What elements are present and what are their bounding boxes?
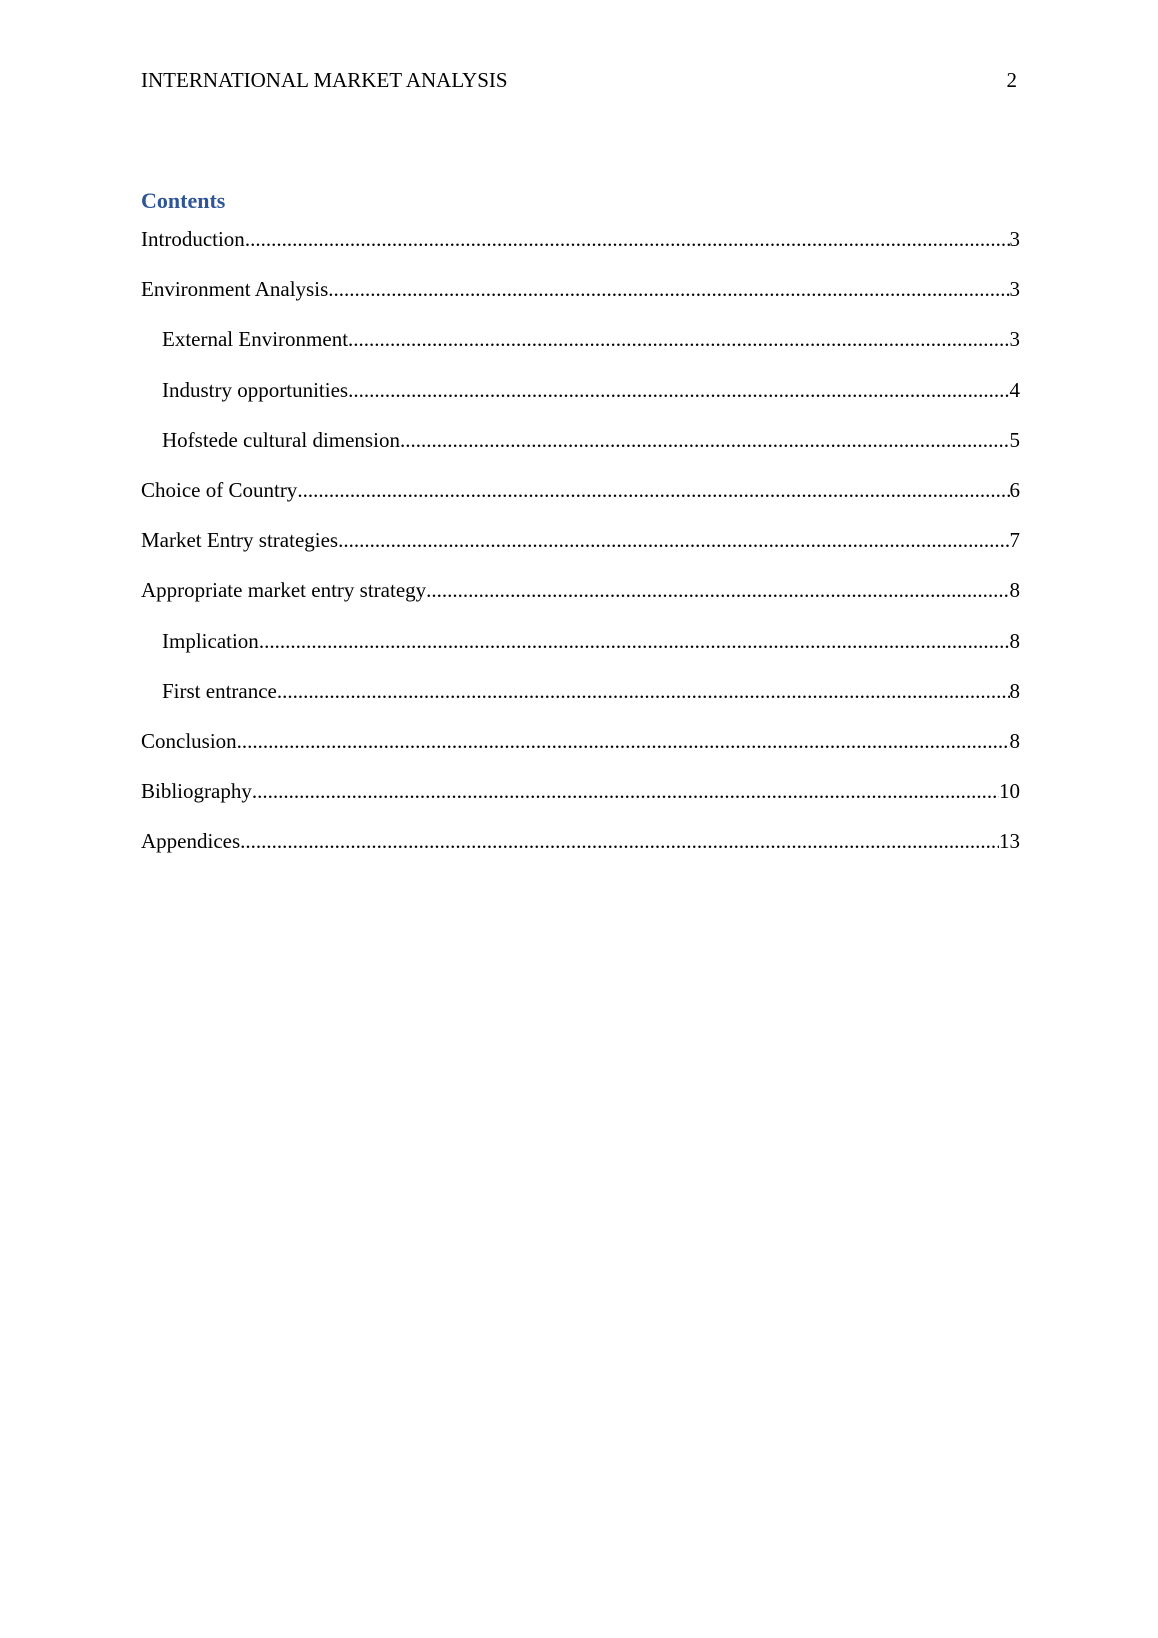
header-title: INTERNATIONAL MARKET ANALYSIS	[141, 68, 508, 92]
toc-entry-label: Environment Analysis	[141, 277, 329, 302]
toc-leader-dots	[237, 728, 1010, 778]
toc-entry-label: Hofstede cultural dimension	[162, 427, 400, 452]
toc-entry-page: 8	[1009, 678, 1020, 703]
toc-entry[interactable]	[141, 226, 1020, 276]
toc-entry-label: Appropriate market entry strategy	[141, 578, 427, 603]
toc-entry[interactable]	[141, 778, 1020, 828]
toc-entry-label: External Environment	[162, 327, 349, 352]
toc-entry-page: 8	[1009, 578, 1020, 603]
toc-leader-dots	[348, 377, 1009, 427]
toc-entry[interactable]	[141, 326, 1020, 376]
toc-entry-page: 7	[1009, 528, 1020, 553]
toc-leader-dots	[297, 477, 1009, 527]
table-of-contents	[141, 226, 1020, 878]
toc-leader-dots	[252, 778, 999, 828]
toc-entry-page: 8	[1009, 728, 1020, 753]
toc-leader-dots	[400, 427, 1010, 477]
toc-entry-page: 3	[1009, 327, 1020, 352]
toc-leader-dots	[277, 678, 1010, 728]
toc-entry[interactable]	[141, 527, 1020, 577]
toc-entry-page: 13	[999, 829, 1020, 854]
toc-entry-page: 4	[1009, 377, 1020, 402]
toc-entry-page: 10	[999, 779, 1020, 804]
toc-entry-page: 8	[1009, 628, 1020, 653]
toc-entry[interactable]	[141, 577, 1020, 627]
toc-entry[interactable]	[141, 377, 1020, 427]
page-number: 2	[1006, 68, 1017, 92]
toc-entry-label: Conclusion	[141, 728, 237, 753]
toc-entry[interactable]	[141, 728, 1020, 778]
toc-entry-label: Introduction	[141, 227, 245, 251]
toc-entry[interactable]	[141, 628, 1020, 678]
toc-entry-label: Industry opportunities	[162, 377, 349, 402]
toc-entry[interactable]	[141, 427, 1020, 477]
toc-entry-page: 5	[1009, 427, 1020, 452]
toc-leader-dots	[426, 577, 1009, 627]
toc-entry[interactable]	[141, 477, 1020, 527]
toc-leader-dots	[240, 828, 999, 878]
toc-entry-label: Bibliography	[141, 779, 252, 804]
toc-entry-page: 3	[1009, 227, 1020, 251]
toc-entry[interactable]	[141, 678, 1020, 728]
toc-entry-label: First entrance	[162, 678, 277, 703]
toc-leader-dots	[245, 226, 1010, 276]
contents-heading: Contents	[141, 188, 226, 213]
toc-leader-dots	[338, 527, 1009, 577]
toc-entry[interactable]	[141, 828, 1020, 878]
toc-entry-page: 3	[1009, 277, 1020, 302]
toc-entry-label: Appendices	[141, 829, 241, 854]
toc-leader-dots	[328, 276, 1009, 326]
toc-entry-label: Implication	[162, 628, 259, 653]
page-header	[141, 68, 1017, 93]
toc-leader-dots	[259, 628, 1010, 678]
toc-entry-page: 6	[1009, 477, 1020, 502]
toc-leader-dots	[348, 326, 1009, 376]
toc-entry-label: Choice of Country	[141, 477, 298, 502]
toc-entry[interactable]	[141, 276, 1020, 326]
toc-entry-label: Market Entry strategies	[141, 528, 339, 553]
